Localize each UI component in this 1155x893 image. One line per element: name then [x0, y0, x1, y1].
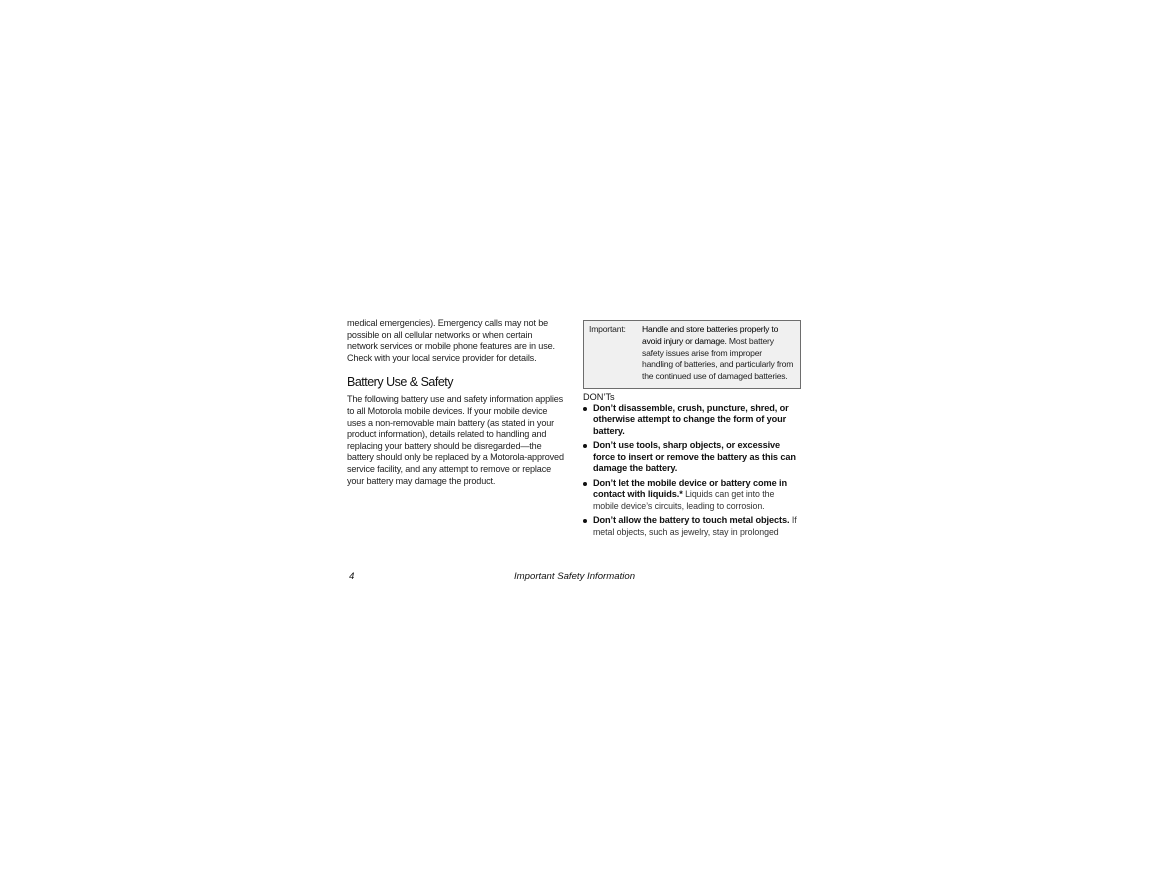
dont-bold-text: Don’t disassemble, crush, puncture, shred, or otherwise attempt to change the form of your battery.	[593, 402, 789, 436]
bullet-icon	[583, 407, 587, 411]
important-note-box	[583, 320, 801, 389]
donts-list	[583, 403, 801, 538]
dont-bold-text: Don’t let the mobile device or battery come in contact with liquids.*	[593, 477, 787, 500]
footer-section-title: Important Safety Information	[514, 571, 636, 582]
list-item	[583, 478, 801, 512]
bullet-icon	[583, 444, 587, 448]
note-label: Important:	[589, 324, 626, 334]
donts-title: DON’Ts	[583, 391, 615, 402]
intro-paragraph: medical emergencies). Emergency calls may not be possible on all cellular networks or when certain network services or mobile phone features are in use. Check with your local service provider for details.	[347, 318, 555, 363]
dont-bold-text: Don’t use tools, sharp objects, or excessive force to insert or remove the battery as this can damage the battery.	[593, 440, 796, 474]
bullet-icon	[583, 519, 587, 523]
right-column	[583, 320, 801, 542]
bullet-icon	[583, 482, 587, 486]
list-item	[583, 515, 801, 538]
note-text	[642, 324, 794, 383]
list-item	[583, 403, 801, 437]
dont-bold-text: Don’t allow the battery to touch metal objects.	[593, 515, 790, 526]
document-page	[347, 318, 802, 588]
page-number: 4	[349, 571, 355, 582]
section-heading: Battery Use & Safety	[347, 375, 454, 390]
battery-info-paragraph: The following battery use and safety information applies to all Motorola mobile devices. If your mobile device uses a non-removable main battery (as stated in your product information), details related to handling and replacing your battery should be disregarded—the battery should only be replaced by a Motorola-approved service facility, and any attempt to remove or replace your battery may damage the product.	[347, 394, 564, 486]
note-body: Most battery safety issues arise from improper handling of batteries, and particularly from the continued use of damaged batteries.	[642, 335, 794, 382]
left-column	[347, 318, 565, 487]
list-item	[583, 440, 801, 474]
note-lead: Handle and store batteries properly to avoid injury or damage.	[642, 324, 779, 346]
dont-detail-text: If metal objects, such as jewelry, stay in prolonged	[593, 515, 797, 537]
dont-detail-text: Liquids can get into the mobile device’s circuits, leading to corrosion.	[593, 489, 775, 511]
